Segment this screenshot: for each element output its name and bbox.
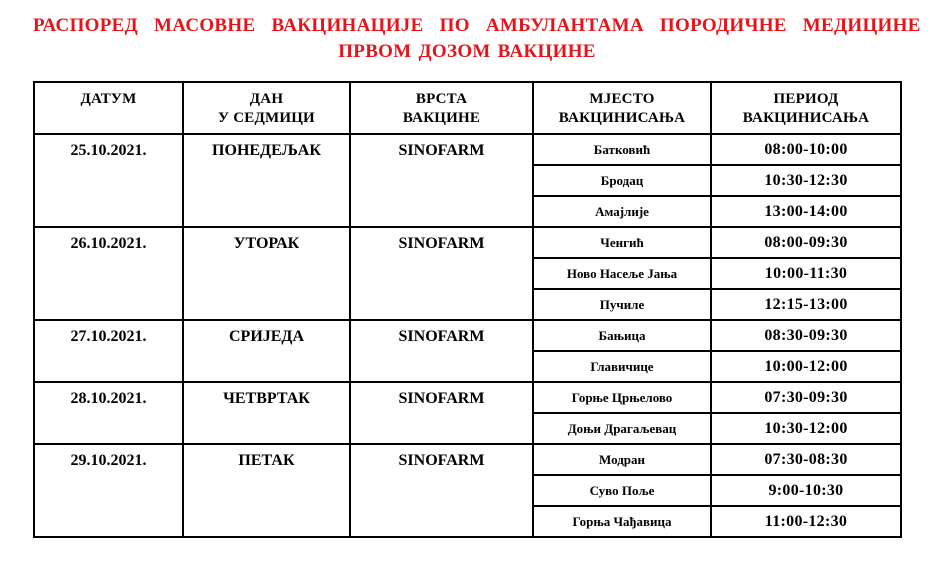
vaccine-cell: SINOFARM bbox=[350, 134, 533, 227]
period-cell: 10:30-12:00 bbox=[711, 413, 901, 444]
table-row bbox=[34, 134, 901, 165]
place-cell: Пучиле bbox=[533, 289, 711, 320]
col-header-place-line2: ВАКЦИНИСАЊА bbox=[558, 110, 686, 126]
col-header-vaccine-line1: ВРСТА bbox=[415, 91, 468, 107]
period-cell: 9:00-10:30 bbox=[711, 475, 901, 506]
period-cell: 07:30-08:30 bbox=[711, 444, 901, 475]
col-header-period-line2: ВАКЦИНИСАЊА bbox=[742, 110, 870, 126]
col-header-place-line1: МЈЕСТО bbox=[589, 91, 655, 107]
date-cell: 26.10.2021. bbox=[34, 227, 183, 320]
vaccine-cell: SINOFARM bbox=[350, 444, 533, 537]
period-cell: 08:00-09:30 bbox=[711, 227, 901, 258]
date-cell: 27.10.2021. bbox=[34, 320, 183, 382]
period-cell: 07:30-09:30 bbox=[711, 382, 901, 413]
period-cell: 12:15-13:00 bbox=[711, 289, 901, 320]
title-line-2: ПРВОМ ДОЗОМ ВАКЦИНЕ bbox=[338, 41, 596, 62]
period-cell: 08:30-09:30 bbox=[711, 320, 901, 351]
place-cell: Главичице bbox=[533, 351, 711, 382]
day-cell: ПОНЕДЕЉАК bbox=[183, 134, 350, 227]
day-cell: ЧЕТВРТАК bbox=[183, 382, 350, 444]
table-row bbox=[34, 320, 901, 351]
place-cell: Бањица bbox=[533, 320, 711, 351]
page-title bbox=[33, 13, 921, 65]
header-row bbox=[34, 82, 901, 134]
place-cell: Горња Чађавица bbox=[533, 506, 711, 537]
place-cell: Суво Поље bbox=[533, 475, 711, 506]
place-cell: Батковић bbox=[533, 134, 711, 165]
date-cell: 28.10.2021. bbox=[34, 382, 183, 444]
col-header-period-line1: ПЕРИОД bbox=[773, 91, 839, 107]
schedule-table-body bbox=[34, 134, 901, 537]
col-header-date-line1: ДАТУМ bbox=[80, 91, 137, 107]
period-cell: 13:00-14:00 bbox=[711, 196, 901, 227]
day-cell: ПЕТАК bbox=[183, 444, 350, 537]
period-cell: 08:00-10:00 bbox=[711, 134, 901, 165]
date-cell: 25.10.2021. bbox=[34, 134, 183, 227]
day-cell: СРИЈЕДА bbox=[183, 320, 350, 382]
col-header-period bbox=[711, 82, 901, 134]
place-cell: Доњи Драгаљевац bbox=[533, 413, 711, 444]
vaccine-cell: SINOFARM bbox=[350, 227, 533, 320]
col-header-day bbox=[183, 82, 350, 134]
date-cell: 29.10.2021. bbox=[34, 444, 183, 537]
place-cell: Ново Насеље Јања bbox=[533, 258, 711, 289]
place-cell: Бродац bbox=[533, 165, 711, 196]
col-header-day-line2: У СЕДМИЦИ bbox=[218, 110, 315, 126]
col-header-date bbox=[34, 82, 183, 134]
table-row bbox=[34, 444, 901, 475]
col-header-place bbox=[533, 82, 711, 134]
table-row bbox=[34, 227, 901, 258]
place-cell: Амајлије bbox=[533, 196, 711, 227]
period-cell: 10:00-12:00 bbox=[711, 351, 901, 382]
place-cell: Модран bbox=[533, 444, 711, 475]
col-header-day-line1: ДАН bbox=[249, 91, 284, 107]
vaccine-cell: SINOFARM bbox=[350, 382, 533, 444]
period-cell: 11:00-12:30 bbox=[711, 506, 901, 537]
place-cell: Ченгић bbox=[533, 227, 711, 258]
col-header-vaccine-line2: ВАКЦИНЕ bbox=[402, 110, 481, 126]
day-cell: УТОРАК bbox=[183, 227, 350, 320]
period-cell: 10:00-11:30 bbox=[711, 258, 901, 289]
place-cell: Горње Црњелово bbox=[533, 382, 711, 413]
title-line-1: РАСПОРЕД МАСОВНЕ ВАКЦИНАЦИЈЕ ПО АМБУЛАНТАМА ПОРОДИЧНЕ МЕДИЦИНЕ bbox=[33, 15, 921, 36]
vaccine-cell: SINOFARM bbox=[350, 320, 533, 382]
table-row bbox=[34, 382, 901, 413]
period-cell: 10:30-12:30 bbox=[711, 165, 901, 196]
vaccination-schedule-table bbox=[33, 81, 902, 538]
col-header-vaccine bbox=[350, 82, 533, 134]
